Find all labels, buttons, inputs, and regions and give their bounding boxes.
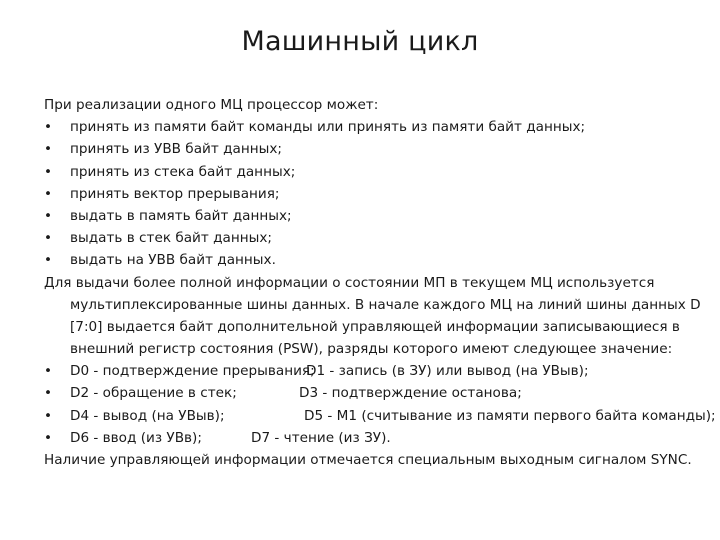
paragraph-continuation: мультиплексированные шины данных. В начале каждого МЦ на линий шины данных D [70,296,701,313]
paragraph-continuation: [7:0] выдается байт дополнительной управляющей информации записывающиеся в [70,318,680,335]
bullet-icon: • [44,363,53,380]
list-item-text: выдать на УВВ байт данных. [70,252,276,269]
list-item [44,249,694,271]
bit-right: D1 - запись (в ЗУ) или вывод (на УВыв); [306,363,589,380]
list-item-text: принять из УВВ байт данных; [70,141,282,158]
bullet-icon: • [44,207,53,224]
bullet-icon: • [44,119,53,136]
bit-left: D6 - ввод (из УВв); [70,429,202,446]
list-item [44,161,694,183]
bit-right: D5 - M1 (считывание из памяти первого байта команды); [304,407,716,424]
slide-body [44,94,716,471]
slide-title: Машинный цикл [241,26,479,57]
bit-right: D7 - чтение (из ЗУ). [251,429,391,446]
list-item-text: принять из стека байт данных; [70,163,296,180]
list-item-text: принять из памяти байт команды или принять из памяти байт данных; [70,119,586,136]
bullet-icon: • [44,252,53,269]
intro-text: При реализации одного МЦ процессор может: [44,97,379,113]
bullet-icon: • [44,385,53,402]
bit-left: D2 - обращение в стек; [70,385,237,402]
list-item [44,227,694,249]
paragraph-continuation: внешний регистр состояния (PSW), разряды которого имеют следующее значение: [70,341,673,358]
paragraph-first-line: Для выдачи более полной информации о состоянии МП в текущем МЦ используется [44,274,655,291]
bit-row [44,360,694,382]
bullet-icon: • [44,141,53,158]
list-item-text: выдать в стек байт данных; [70,230,272,247]
bullet-icon: • [44,230,53,247]
bit-left: D0 - подтверждение прерывания; [70,363,315,380]
bullet-icon: • [44,407,53,424]
bullet-icon: • [44,429,53,446]
bit-row [44,405,716,427]
bit-row [44,382,694,404]
bullet-icon: • [44,163,53,180]
bit-left: D4 - вывод (на УВыв); [70,407,225,424]
closing-text: Наличие управляющей информации отмечается специальным выходным сигналом SYNC. [44,452,692,468]
list-item [44,116,694,138]
list-item-text: выдать в память байт данных; [70,207,292,224]
list-item [44,138,694,160]
list-item [44,183,694,205]
bullet-icon: • [44,185,53,202]
bit-row [44,427,694,449]
bit-right: D3 - подтверждение останова; [299,385,522,402]
list-item-text: принять вектор прерывания; [70,185,280,202]
list-item [44,205,694,227]
